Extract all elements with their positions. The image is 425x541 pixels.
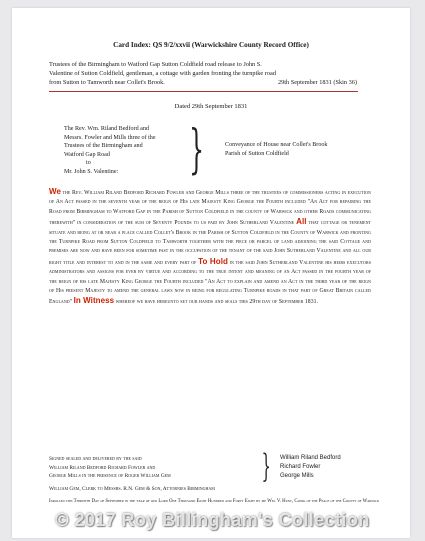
party-line: Messrs. Fowler and Mills three of the [64, 134, 156, 141]
signatures-block [280, 454, 341, 481]
party-line: Trustees of the Birmingham and [64, 143, 143, 150]
copyright-watermark: © 2017 Roy Billingham's Collection [55, 510, 370, 530]
parties-block [64, 125, 186, 177]
body-paragraph-3: in the said John Sutherland Valentine his heirs executors administrators and assigns for ever by virtue and according to the true intent and meaning of an Act passed in the fourth year of the reign of his late Majesty King George the Fourth included "An Act to explain and amend an Act in the third year of the reign of His present Majesty to amend the general laws now in being for regulating Turnpike roads in that part of Great Britain called England" [49, 259, 371, 306]
conveyance-line-1: Conveyance of House near Collet's Brook [225, 142, 328, 148]
summary-line-3-text: from Sutton to Tamworth near Collet's Brook. [49, 79, 165, 87]
signed-sealed-block [49, 455, 289, 481]
signed-line-1: Signed sealed and delivered by the said [49, 456, 142, 462]
party-line: to [86, 160, 91, 167]
all-heading: All [296, 217, 307, 227]
brace-icon: } [189, 120, 204, 180]
document-page [12, 8, 410, 538]
summary-line-1: Trustees of the Birmingham to Watford Gap Sutton Coldfield road release to John S. [49, 61, 262, 68]
party-line: Watford Gap Road [64, 151, 110, 158]
summary-line-2: Valentine of Sutton Coldfield, gentleman, a cottage with garden fronting the turnpike road [49, 70, 276, 78]
brace-icon: } [261, 447, 271, 485]
signed-line-2: William Riland Bedford Richard Fowler and [49, 464, 156, 471]
signature: William Riland Bedford [280, 455, 341, 461]
party-line: Mr. John S. Valentine: [64, 168, 119, 175]
signature: George Mills [280, 473, 314, 479]
signed-line-3: George Mills in the presence of Roger William Gem [49, 473, 171, 479]
in-witness-heading: In Witness [73, 296, 115, 306]
red-divider [49, 91, 358, 92]
to-hold-heading: To Hold [198, 256, 228, 266]
card-index-title: Card Index: QS 9/2/xxvii (Warwickshire County Record Office) [113, 41, 309, 49]
we-heading: We [49, 187, 61, 196]
party-line: The Rev. Wm. Riland Bedford and [64, 126, 149, 132]
clerk-line: William Gem, Clerk to Messrs. R.N. Gem & Son, Attornies Birmingham [49, 486, 215, 492]
summary-date: 29th September 1831 (Skin 36) [277, 79, 357, 87]
conveyance-block [225, 141, 327, 158]
signature: Richard Fowler [280, 464, 321, 470]
conveyance-line-2: Parish of Sutton Coldfield [225, 150, 289, 157]
body-paragraph-1: the Rev. William Riland Bedford Richard Fowler and George Mills three of the trustees of commissioners acting in execution of An Act passed in the seventh year of the reign of His late Majesty King George the Fourth included "An Act for repairing the Road from Birmingham to Watford Gap in the Parish of Sutton Coldfield in the county of Warwick and other Roads communicating therewith" in consideration of the sum of Seventy Pounds to us paid by John Sutherland Valentine [49, 190, 371, 227]
deed-body [49, 187, 371, 308]
body-paragraph-4: whereof we have hereunto set our hands and seals this 29th day of September 1831. [115, 299, 319, 306]
body-paragraph-2: that cottage or tenement situate and being at or near a place called Collet's Brook in the Parish of Sutton Coldfield in the County of Warwick and fronting the Turnpike Road from Sutton Coldfield to Tamworth together with the piece or parcel of land adjoining the said Cottage and premises are now and have been for sometime past in the occupation of the tenant of the said John Sutherland Valentine and all our right title and interest to and in the same and every part of [49, 220, 371, 266]
summary-block [49, 60, 357, 88]
dated-line: Dated 29th September 1831 [174, 103, 248, 110]
inrolled-note: Inrolled this Thirtieth Day of September in the year of our Lord One Thousand Eight Hundred and Forty Eight by me Wm. V. Hunt, Clerk of the Peace of the County of Warwick [49, 499, 380, 504]
summary-line-3 [49, 78, 357, 87]
